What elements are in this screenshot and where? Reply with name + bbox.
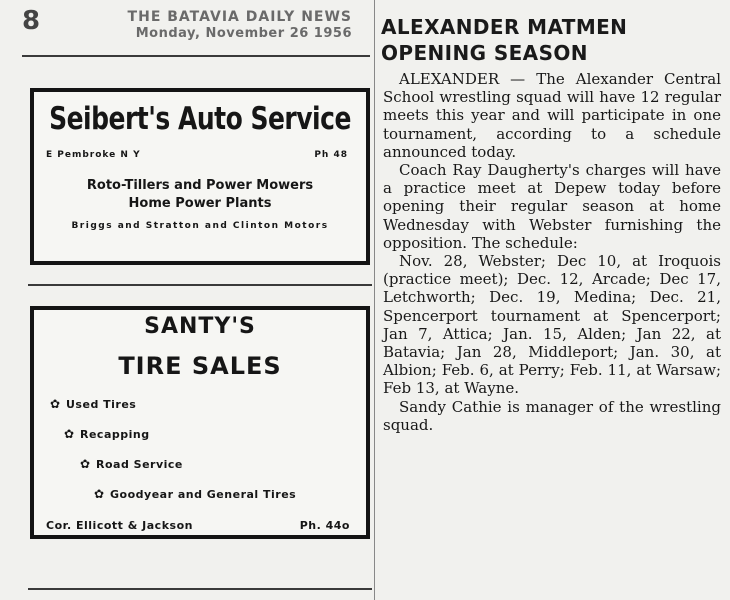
article-headline [381, 14, 726, 66]
ad-line-products: Roto-Tillers and Power Mowers [86, 178, 314, 193]
ad-seibert-auto-service [30, 88, 370, 265]
ad-line-motors: Briggs and Stratton and Clinton Motors [71, 221, 329, 231]
article-body [383, 70, 721, 434]
ad-line-power-plants: Home Power Plants [128, 196, 272, 211]
newspaper-name: THE BATAVIA DAILY NEWS [127, 9, 352, 25]
ad-title-line2: TIRE SALES [118, 352, 282, 380]
ad-item-label: Goodyear and General Tires [110, 488, 297, 501]
ad-footer-row [46, 519, 350, 532]
masthead [72, 9, 352, 42]
star-icon: ✿ [80, 457, 91, 471]
star-icon: ✿ [64, 427, 75, 441]
column-divider [374, 0, 375, 600]
ad-item-label: Used Tires [66, 398, 137, 411]
ad-item-road-service [80, 457, 183, 471]
ad-separator-rule [28, 284, 372, 286]
ad-address: Cor. Ellicott & Jackson [46, 519, 193, 532]
article-paragraph: Coach Ray Daugherty's charges will have a practice meet at Depew today before opening their regular season at home Wednesday with Webster furnishing the opposition. The schedule: [383, 161, 721, 252]
article-paragraph-schedule: Nov. 28, Webster; Dec 10, at Iroquois (practice meet); Dec. 12, Arcade; Dec 17, Letchworth; Dec. 19, Medina; Dec. 21, Spencerport tournament at Spencerport; Jan 7, Attica; Jan. 15, Alden; Jan 22, at Batavia; Jan 28, Middleport; Jan. 30, at Albion; Feb. 6, at Perry; Feb. 11, at Warsaw; Feb 13, at Wayne. [383, 252, 721, 398]
ad-title: Seibert's Auto Service [49, 100, 351, 137]
ad-item-used-tires [50, 397, 136, 411]
article-paragraph: Sandy Cathie is manager of the wrestling squad. [383, 397, 721, 434]
article-paragraph: ALEXANDER — The Alexander Central School wrestling squad will have 12 regular meets this year and will participate in one tournament, according to a schedule announced today. [383, 70, 721, 161]
star-icon: ✿ [94, 487, 105, 501]
headline-line2: OPENING SEASON [381, 41, 588, 65]
star-icon: ✿ [50, 397, 61, 411]
bottom-rule [28, 588, 372, 590]
ad-address: E Pembroke N Y [46, 150, 141, 160]
ad-phone: Ph 48 [314, 150, 348, 160]
ad-santys-tire-sales [30, 306, 370, 539]
page-number: 8 [22, 6, 41, 36]
issue-date: Monday, November 26 1956 [135, 26, 352, 41]
headline-line1: ALEXANDER MATMEN [381, 15, 628, 39]
ad-item-label: Recapping [80, 428, 150, 441]
ad-title-line1: SANTY'S [144, 314, 256, 339]
ad-address-row [46, 150, 348, 160]
ad-item-goodyear-general [94, 487, 296, 501]
ad-item-label: Road Service [96, 458, 183, 471]
ad-item-recapping [64, 427, 150, 441]
ad-phone: Ph. 44o [299, 519, 350, 532]
masthead-rule [22, 55, 370, 57]
